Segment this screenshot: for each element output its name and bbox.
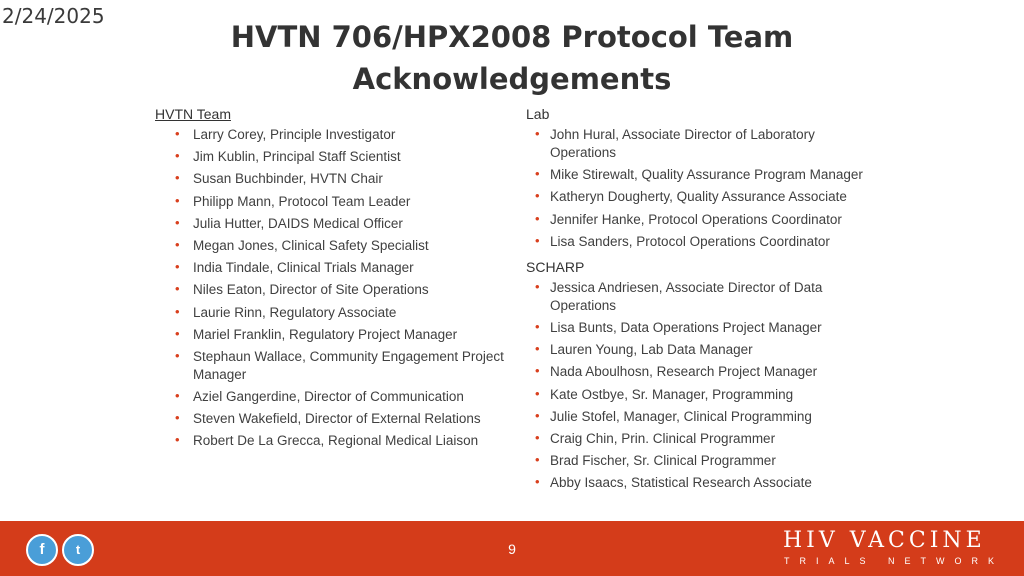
bullet-icon: • [175, 410, 180, 426]
list-item-text: Susan Buchbinder, HVTN Chair [193, 171, 383, 187]
hvtn-team-member [155, 170, 505, 188]
scharp-heading: SCHARP [526, 258, 585, 275]
bullet-icon: • [175, 126, 180, 141]
bullet-icon: • [175, 388, 180, 404]
list-item-text: Craig Chin, Prin. Clinical Programmer [550, 430, 776, 446]
lab-scharp-column [526, 104, 871, 498]
scharp-member [526, 363, 871, 381]
page-number: 9 [508, 541, 516, 557]
scharp-member [526, 452, 871, 470]
bullet-icon: • [175, 325, 180, 341]
hvtn-team-member [155, 304, 505, 322]
hvtn-team-member [155, 148, 505, 166]
list-item-text: Julia Hutter, DAIDS Medical Officer [193, 215, 403, 231]
list-item-text: John Hural, Associate Director of Laboratory Operations [550, 127, 815, 160]
lab-member [526, 166, 871, 184]
list-item-text: Larry Corey, Principle Investigator [193, 127, 396, 142]
bullet-icon: • [535, 318, 540, 334]
lab-member [526, 126, 871, 162]
hvtn-team-member [155, 410, 505, 428]
list-item-text: Niles Eaton, Director of Site Operations [193, 282, 429, 298]
hvtn-team-member [155, 348, 505, 384]
list-item-text: Julie Stofel, Manager, Clinical Programming [550, 408, 812, 424]
scharp-list [526, 279, 871, 493]
list-item-text: Robert De La Grecca, Regional Medical Liaison [193, 433, 479, 449]
list-item-text: Megan Jones, Clinical Safety Specialist [193, 237, 429, 253]
list-item-text: Laurie Rinn, Regulatory Associate [193, 304, 397, 320]
hvtn-team-member [155, 326, 505, 344]
bullet-icon: • [175, 259, 180, 275]
bullet-icon: • [535, 126, 540, 141]
bullet-icon: • [175, 303, 180, 319]
list-item-text: Mariel Franklin, Regulatory Project Manager [193, 326, 458, 342]
bullet-icon: • [535, 407, 540, 423]
hvtn-team-member [155, 388, 505, 406]
facebook-icon[interactable]: f [26, 534, 58, 566]
hvtn-team-member [155, 126, 505, 144]
scharp-member [526, 474, 871, 492]
list-item-text: Steven Wakefield, Director of External Relations [193, 411, 481, 427]
list-item-text: Katheryn Dougherty, Quality Assurance Associate [550, 189, 847, 205]
bullet-icon: • [175, 148, 180, 164]
bullet-icon: • [535, 166, 540, 182]
scharp-member [526, 386, 871, 404]
list-item-text: Philipp Mann, Protocol Team Leader [193, 193, 411, 209]
hvtn-logo-line-1: HIV VACCINE [783, 528, 986, 553]
list-item-text: Mike Stirewalt, Quality Assurance Program Manager [550, 167, 863, 183]
list-item-text: Aziel Gangerdine, Director of Communication [193, 389, 464, 405]
list-item-text: Stephaun Wallace, Community Engagement Project Manager [193, 348, 504, 382]
bullet-icon: • [535, 363, 540, 379]
lab-list [526, 126, 871, 251]
bullet-icon: • [535, 210, 540, 226]
hvtn-team-column [155, 104, 505, 456]
hvtn-team-member [155, 237, 505, 255]
bullet-icon: • [175, 347, 180, 363]
title-line-2: Acknowledgements [352, 62, 672, 96]
bullet-icon: • [535, 474, 540, 490]
scharp-member [526, 341, 871, 359]
bullet-icon: • [175, 214, 180, 230]
slide-title [0, 16, 1024, 100]
list-item-text: Kate Ostbye, Sr. Manager, Programming [550, 386, 794, 402]
list-item-text: Jennifer Hanke, Protocol Operations Coordinator [550, 211, 842, 227]
hvtn-team-member [155, 215, 505, 233]
bullet-icon: • [175, 192, 180, 208]
lab-member [526, 188, 871, 206]
slide-date: 2/24/2025 [2, 4, 105, 28]
list-item-text: Nada Aboulhosn, Research Project Manager [550, 364, 818, 380]
hvtn-logo-line-2: TRIALS NETWORK [784, 556, 1005, 566]
scharp-member [526, 279, 871, 315]
bullet-icon: • [535, 452, 540, 468]
hvtn-team-list [155, 126, 505, 450]
bullet-icon: • [535, 341, 540, 357]
list-item-text: Lisa Sanders, Protocol Operations Coordinator [550, 233, 830, 249]
list-item-text: Lauren Young, Lab Data Manager [550, 342, 753, 358]
bullet-icon: • [535, 232, 540, 248]
bullet-icon: • [175, 432, 180, 448]
bullet-icon: • [535, 429, 540, 445]
list-item-text: Jim Kublin, Principal Staff Scientist [193, 149, 401, 165]
hvtn-team-member [155, 259, 505, 277]
list-item-text: Brad Fischer, Sr. Clinical Programmer [550, 453, 776, 469]
bullet-icon: • [175, 236, 180, 252]
list-item-text: Abby Isaacs, Statistical Research Associate [550, 475, 812, 491]
lab-member [526, 211, 871, 229]
lab-member [526, 233, 871, 251]
scharp-member [526, 408, 871, 426]
scharp-member [526, 319, 871, 337]
list-item-text: Jessica Andriesen, Associate Director of Data Operations [550, 279, 823, 313]
bullet-icon: • [535, 385, 540, 401]
bullet-icon: • [175, 170, 180, 186]
twitter-icon[interactable]: t [62, 534, 94, 566]
hvtn-team-member [155, 281, 505, 299]
hvtn-team-member [155, 193, 505, 211]
footer-bar [0, 521, 1024, 576]
bullet-icon: • [175, 281, 180, 297]
bullet-icon: • [535, 278, 540, 294]
scharp-member [526, 430, 871, 448]
bullet-icon: • [535, 188, 540, 204]
list-item-text: Lisa Bunts, Data Operations Project Manager [550, 319, 822, 335]
list-item-text: India Tindale, Clinical Trials Manager [193, 260, 414, 276]
title-line-1: HVTN 706/HPX2008 Protocol Team [230, 20, 794, 54]
hvtn-team-member [155, 432, 505, 450]
hvtn-team-heading: HVTN Team [155, 106, 231, 122]
lab-heading: Lab [526, 106, 550, 122]
